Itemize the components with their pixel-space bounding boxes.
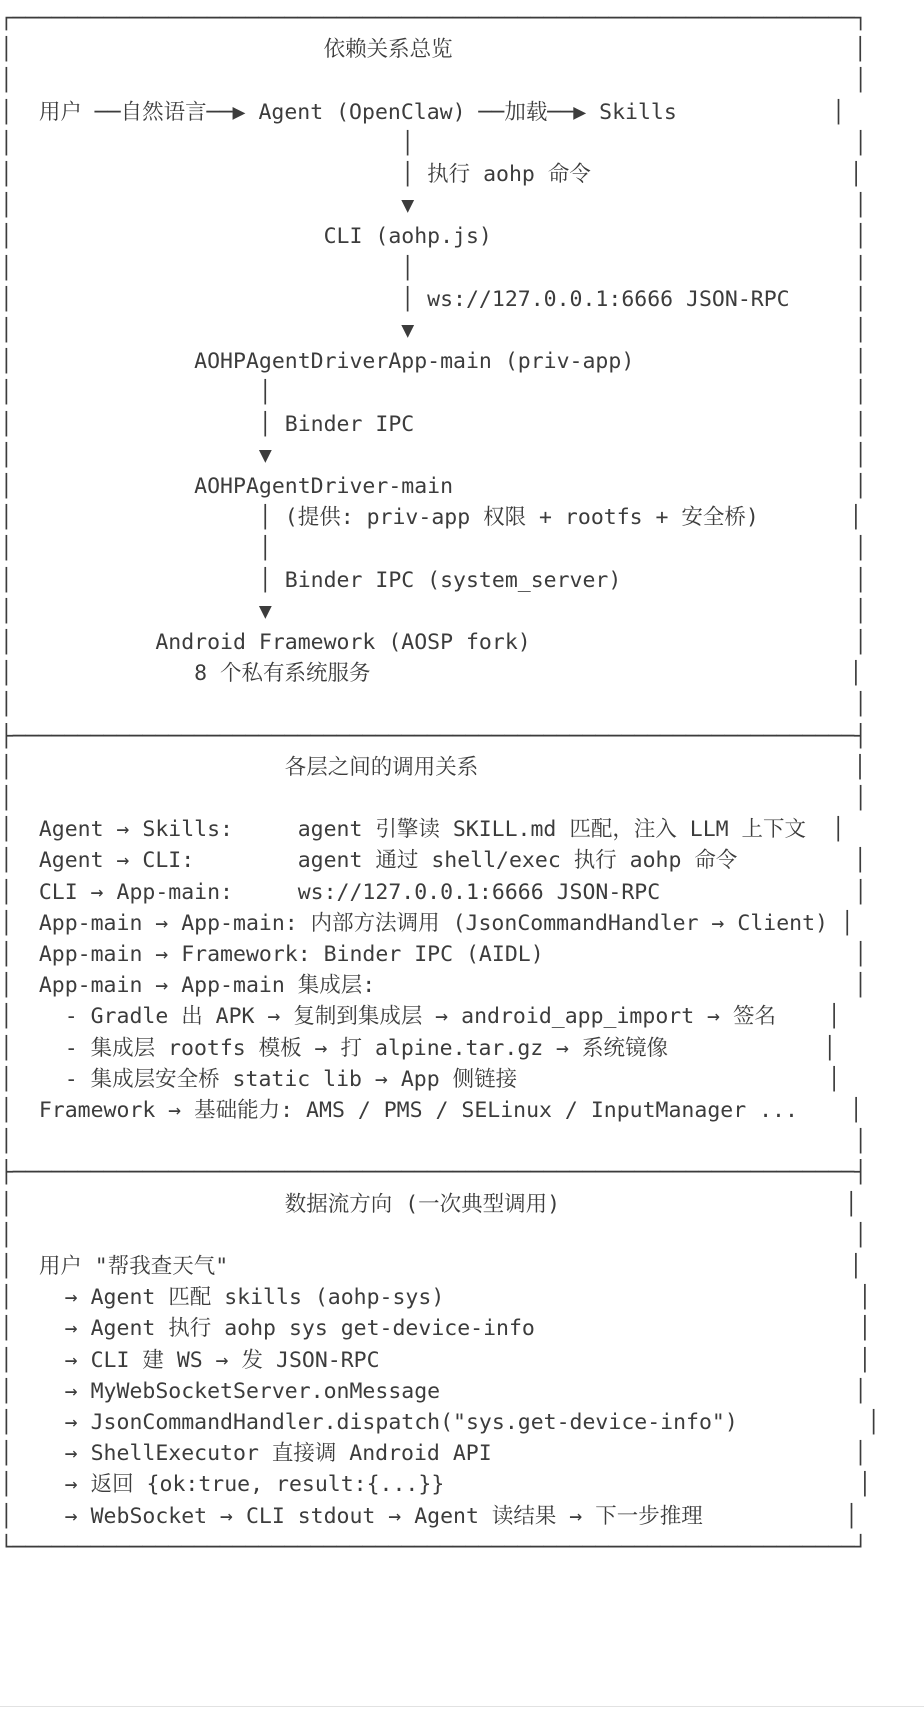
diagram-line: │ App-main → App-main: 内部方法调用 (JsonCommandHandler → Client) │	[0, 910, 854, 936]
diagram-line: │ ▼ │	[0, 442, 868, 468]
diagram-line: │ → 返回 {ok:true, result:{...}} │	[0, 1472, 872, 1498]
diagram-line: │ ▼ │	[0, 193, 868, 219]
diagram-line: │ - Gradle 出 APK → 复制到集成层 → android_app_import → 签名 │	[0, 1004, 841, 1030]
diagram-line: └─────────────────────────────────────────────────────────────────┘	[0, 1534, 868, 1560]
diagram-line: │ App-main → App-main 集成层: │	[0, 973, 868, 999]
diagram-line: │ │ ws://127.0.0.1:6666 JSON-RPC │	[0, 286, 868, 312]
diagram-line: │ Agent → Skills: agent 引擎读 SKILL.md 匹配，注入 LLM 上下文 │	[0, 817, 845, 843]
diagram-line: │ → CLI 建 WS → 发 JSON-RPC │	[0, 1347, 872, 1373]
diagram-line: │ CLI (aohp.js) │	[0, 224, 868, 250]
diagram-line: │ │ │	[0, 380, 868, 406]
diagram-line: │ 用户 "帮我查天气" │	[0, 1254, 863, 1279]
diagram-line: ├─────────────────────────────────────────────────────────────────┤	[0, 1160, 868, 1186]
diagram-line: │ - 集成层安全桥 static lib → App 侧链接 │	[0, 1066, 841, 1092]
diagram-line: │ Agent → CLI: agent 通过 shell/exec 执行 aohp 命令 │	[0, 848, 867, 874]
diagram-line: │ │ │	[0, 536, 868, 562]
diagram-line: │ App-main → Framework: Binder IPC (AIDL) │	[0, 942, 868, 967]
diagram-line: │ CLI → App-main: ws://127.0.0.1:6666 JSON-RPC │	[0, 879, 868, 905]
diagram-line: │ → MyWebSocketServer.onMessage │	[0, 1378, 868, 1404]
diagram-line: │ │ 执行 aohp 命令 │	[0, 162, 863, 187]
diagram-line: │ │ Binder IPC (system_server) │	[0, 567, 868, 593]
diagram-line: │ → Agent 执行 aohp sys get-device-info │	[0, 1316, 872, 1342]
diagram-line: │ Android Framework (AOSP fork) │	[0, 630, 868, 655]
diagram-line: │ 用户 ──自然语言──▶ Agent (OpenClaw) ──加载──▶ Skills │	[0, 99, 846, 125]
diagram-line: │ → Agent 匹配 skills (aohp-sys) │	[0, 1285, 872, 1311]
diagram-line: │ ▼ │	[0, 598, 868, 624]
diagram-line: │ │	[0, 68, 868, 94]
diagram-line: │ │ Binder IPC │	[0, 411, 868, 437]
diagram-line: │ 8 个私有系统服务 │	[0, 661, 863, 687]
diagram-line: │ │	[0, 1129, 868, 1155]
diagram-line: │ - 集成层 rootfs 模板 → 打 alpine.tar.gz → 系统镜像 │	[0, 1035, 837, 1061]
diagram-line: │ │	[0, 1222, 868, 1248]
diagram-line: │ 各层之间的调用关系 │	[0, 754, 867, 780]
diagram-line: │ AOHPAgentDriver-main │	[0, 474, 868, 499]
diagram-line: │ │	[0, 692, 868, 718]
diagram-line: ├─────────────────────────────────────────────────────────────────┤	[0, 723, 868, 749]
page-bottom-divider	[0, 1706, 924, 1707]
diagram-line: │ 数据流方向 (一次典型调用) │	[0, 1191, 858, 1217]
diagram-line: │ → ShellExecutor 直接调 Android API │	[0, 1441, 868, 1467]
diagram-line: │ AOHPAgentDriverApp-main (priv-app) │	[0, 349, 868, 375]
diagram-line: │ Framework → 基础能力: AMS / PMS / SELinux / InputManager ... │	[0, 1098, 863, 1123]
diagram-line: ┌─────────────────────────────────────────────────────────────────┐	[0, 6, 868, 31]
diagram-line: │ │ (提供: priv-app 权限 + rootfs + 安全桥) │	[0, 505, 863, 531]
diagram-line: │ → WebSocket → CLI stdout → Agent 读结果 → 下一步推理 │	[0, 1503, 859, 1529]
diagram-line: │ → JsonCommandHandler.dispatch("sys.get-device-info") │	[0, 1410, 881, 1435]
diagram-line: │ ▼ │	[0, 318, 868, 343]
diagram-line: │ 依赖关系总览 │	[0, 37, 867, 63]
diagram-line: │ │ │	[0, 255, 868, 281]
diagram-line: │ │	[0, 786, 868, 811]
diagram-line: │ │ │	[0, 130, 868, 156]
